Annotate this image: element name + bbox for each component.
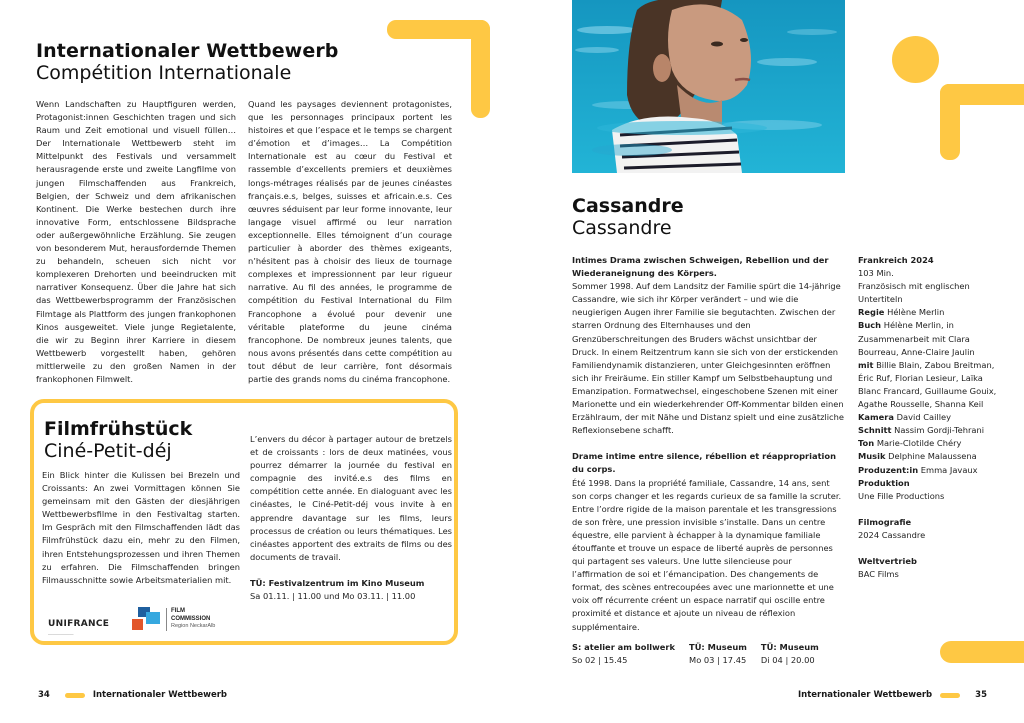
spacer bbox=[858, 503, 998, 516]
screening-item bbox=[761, 641, 819, 667]
credit-music bbox=[858, 450, 998, 463]
synopsis-de-body: Sommer 1998. Auf dem Landsitz der Familie spürt die 14-jährige Cassandre, wie sich ihr Körper verändert – und wie die neugierigen Augen ihrer Familie sie begutachten. Zwischen der starren Ordnung des Elternhauses und den Grenzüberschreitungen des Bruders wächst unsichtbar der Druck. In einem Reitzentrum kann sie sich von der erstickenden Familiendynamik distanzieren, unter Gleichgesinnten eröffnen sich ihr Freiräume. Ein stiller Kampf um Selbstbehauptung und Emanzipation. Formatwechsel, eingeschobene Szenen mit einer Marionette und ein wiederkehrender Off-Kommentar bilden einen Erzählraum, der mit Nähe und Distanz spielt und eine zusätzliche Reflexionsebene schafft. bbox=[572, 281, 844, 436]
section-title bbox=[36, 40, 339, 84]
credit-filmography-label: Filmografie bbox=[858, 516, 912, 527]
credit-producer bbox=[858, 464, 998, 477]
film-title-de: Cassandre bbox=[572, 195, 684, 217]
credit-filmography-value: 2024 Cassandre bbox=[858, 529, 926, 540]
fc-square-orange-icon bbox=[132, 619, 143, 630]
credit-editing-label: Schnitt bbox=[858, 425, 892, 436]
breakfast-title bbox=[44, 418, 192, 462]
credit-script-label: Buch bbox=[858, 320, 882, 331]
credit-editing-value: Nassim Gordji-Tehrani bbox=[894, 425, 985, 436]
intro-text-fr: Quand les paysages deviennent protagonistes, que les personnages principaux portent les histoires et que l’espace et le temps se chargent d’émotion et d’images… La Compétition Internationale est au cœur du Festival et rassemble d’excellents premiers et deuxièmes longs-métrages réalisés par de jeunes cinéastes français.e.s, belges, suisses et africain.e.s. Ces œuvres séduisent par leur forme innovante, leur langage visuel affirmé ou leur narration exceptionnelle. Elles témoignent d’un courage particulier à aborder des thèmes exigeants, n’hésitent pas à choisir des lieux de tournage complexes et impressionnent par leur rigueur narrative. Au fil des années, le programme de compétition du Festival International du Film Francophone a évolué pour devenir une véritable plateforme du jeune cinéma francophone. De nombreux jeunes talents, que nous avons présentés dans cette compétition au tout début de leur carrière, font désormais partie des grands noms du cinéma francophone. bbox=[248, 99, 452, 384]
section-title-fr: Compétition Internationale bbox=[36, 62, 292, 84]
page-number: 34 bbox=[38, 690, 50, 700]
credit-distribution-label: Weltvertrieb bbox=[858, 555, 917, 566]
fc-square-light-blue-icon bbox=[146, 612, 160, 624]
breakfast-venue: TÜ: Festivalzentrum im Kino Museum bbox=[250, 577, 425, 588]
footer-pill-icon bbox=[940, 693, 960, 698]
screening-time: Di 04 | 20.00 bbox=[760, 655, 815, 665]
sponsor-logos bbox=[48, 605, 248, 635]
corner-bracket-top-vertical bbox=[471, 20, 490, 118]
unifrance-logo bbox=[48, 613, 109, 636]
credit-director-label: Regie bbox=[858, 307, 885, 318]
synopsis-de bbox=[572, 254, 844, 437]
screening-item bbox=[572, 641, 675, 667]
spacer bbox=[858, 542, 998, 555]
credit-cast bbox=[858, 359, 998, 411]
film-synopsis bbox=[572, 254, 844, 634]
footer-left bbox=[38, 690, 227, 700]
film-breakfast-box bbox=[30, 399, 458, 645]
credit-production-value: Une Fille Productions bbox=[858, 490, 945, 501]
unifrance-logo-text: UNIFRANCE bbox=[48, 619, 110, 629]
page-number: 35 bbox=[975, 690, 987, 700]
film-still-image bbox=[572, 0, 845, 173]
footer-pill-icon bbox=[65, 693, 85, 698]
film-commission-text bbox=[166, 608, 215, 631]
credit-producer-value: Emma Javaux bbox=[920, 464, 978, 475]
credit-runtime: 103 Min. bbox=[858, 268, 894, 279]
breakfast-title-de: Filmfrühstück bbox=[44, 418, 193, 440]
breakfast-text-fr: L’envers du décor à partager autour de bretzels et de croissants : lors de deux matinées, vous pourrez démarrer la journée du festival en compagnie des invité.e.s des films en compétition cette année. En dialoguant avec les cinéastes, le Ciné-Petit-déj vous invite à en apprendre davantage sur les films, leurs processus de création ou leurs thématiques. Les cinéastes apportent des extraits de films ou des documents de travail. bbox=[250, 434, 452, 562]
section-title-de: Internationaler Wettbewerb bbox=[36, 40, 339, 62]
film-title-fr: Cassandre bbox=[572, 217, 672, 239]
bottom-right-pill bbox=[940, 641, 1024, 663]
synopsis-fr-body: Été 1998. Dans la propriété familiale, Cassandre, 14 ans, sent son corps changer et les regards curieux de sa famille la scruter. Entre l’ordre rigide de la maison parentale et les transgressions de son frère, une pression invisible s’installe. Dans un centre équestre, elle parvient à échapper à la dynamique familiale étouffante et trouve un espace de liberté auprès de personnes qui partagent ses valeurs. Une lutte silencieuse pour l’affirmation de soi et l’émancipation. Des changements de format, des scènes entrecoupées avec une marionnette et une voix off récurrente créent un espace narratif qui oscille entre proximité et distance et ajoute un niveau de réflexion supplémentaire. bbox=[572, 477, 842, 632]
credit-sound-value: Marie-Clotilde Chéry bbox=[876, 438, 962, 449]
yellow-dot-icon bbox=[892, 36, 939, 83]
synopsis-de-lead: Intimes Drama zwischen Schweigen, Rebellion und der Wiederaneignung des Körpers. bbox=[572, 255, 829, 279]
synopsis-fr-lead: Drame intime entre silence, rébellion et réappropriation du corps. bbox=[572, 451, 836, 475]
footer-right bbox=[798, 690, 987, 700]
credit-director bbox=[858, 306, 998, 319]
film-credits bbox=[858, 254, 998, 581]
intro-text-de: Wenn Landschaften zu Hauptfiguren werden, Protagonist:innen Geschichten tragen und sich Raum und Zeit emotional und visuell füllen… Der Internationale Wettbewerb steht im Mittelpunkt des Festivals und versammelt herausragende erste und zweite Langfilme von jungen Filmschaffenden aus Frankreich, Belgien, der Schweiz und dem afrikanischen Kontinent. Die Werke bestechen durch ihre innovative Form, entschlossene Bildsprache oder außergewöhnliche Erzählung. Sie zeugen von besonderem Mut, herausfordernde Themen zu behandeln, scheuen sich nicht vor komplexeren Drehorten und beeindrucken mit narrativer Konsequenz. Über die Jahre hat sich das Wettbewerbsprogramm der Französischen Filmtage als Plattform des jungen frankophonen Kinos ausgeweitet. Viele junge Regietalente, die wir zu Beginn ihrer Karriere in diesem Wettbewerb vorgestellt haben, gehören mittlerweile zu den großen Namen in der frankophonen Filmwelt. bbox=[36, 99, 236, 384]
unifrance-tagline-line: ──────────── bbox=[48, 632, 74, 636]
screening-item bbox=[689, 641, 747, 667]
breakfast-dates: Sa 01.11. | 11.00 und Mo 03.11. | 11.00 bbox=[250, 591, 416, 602]
breakfast-schedule bbox=[250, 577, 452, 603]
footer-section: Internationaler Wettbewerb bbox=[797, 690, 933, 700]
credit-language: Französisch mit englischen Untertiteln bbox=[858, 281, 970, 305]
fc-line-1: FILM bbox=[171, 608, 185, 614]
breakfast-title-fr: Ciné-Petit-déj bbox=[44, 440, 172, 462]
credit-cast-label: mit bbox=[858, 359, 874, 370]
credit-director-value: Hélène Merlin bbox=[887, 307, 945, 318]
credit-production-label: Produktion bbox=[858, 477, 910, 488]
screening-venue: S: atelier am bollwerk bbox=[572, 642, 676, 652]
film-title bbox=[572, 195, 684, 239]
credit-sound-label: Ton bbox=[858, 438, 875, 449]
credit-script bbox=[858, 319, 998, 358]
synopsis-fr bbox=[572, 450, 844, 633]
credit-sound bbox=[858, 437, 998, 450]
credit-distribution-value: BAC Films bbox=[858, 569, 899, 580]
credit-camera bbox=[858, 411, 998, 424]
fc-line-3: Region NeckarAlb bbox=[171, 623, 216, 629]
credit-script-value: Hélène Merlin, in Zusammenarbeit mit Clara Bourreau, Anne-Claire Jaulin bbox=[858, 320, 975, 357]
credit-producer-label: Produzent:in bbox=[858, 464, 919, 475]
credit-camera-label: Kamera bbox=[858, 412, 894, 423]
credit-music-label: Musik bbox=[858, 451, 886, 462]
fc-line-2: COMMISSION bbox=[171, 615, 211, 622]
breakfast-text-de: Ein Blick hinter die Kulissen bei Brezeln und Croissants: An zwei Vormittagen können Sie gemeinsam mit den Gästen der diesjährigen Wettbewerbsfilme in den Festivaltag starten. Im Gespräch mit den Filmschaffenden lädt das Filmfrühstück dazu ein, mehr zu den Filmen, ihren Entstehungsprozessen und ihren Themen zu erfahren. Die Filmschaffenden bringen Filmausschnitte sowie Arbeitsmaterialien mit. bbox=[42, 470, 240, 585]
screening-list bbox=[572, 641, 833, 667]
credit-camera-value: David Cailley bbox=[896, 412, 952, 423]
film-commission-logo bbox=[132, 607, 252, 633]
screening-time: Mo 03 | 17.45 bbox=[689, 655, 747, 665]
film-still-illustration bbox=[572, 0, 845, 173]
footer-section: Internationaler Wettbewerb bbox=[92, 690, 228, 700]
credit-country-year: Frankreich 2024 bbox=[858, 255, 934, 265]
screening-time: So 02 | 15.45 bbox=[572, 655, 628, 665]
credit-editing bbox=[858, 424, 998, 437]
credit-music-value: Delphine Malaussena bbox=[888, 451, 977, 462]
credit-cast-value: Billie Blain, Zabou Breitman, Éric Ruf, Florian Lesieur, Laïka Blanc Francard, Guillaume Gouix, Agathe Rousselle, Shanna Keil bbox=[858, 359, 997, 410]
screening-venue: TÜ: Museum bbox=[689, 642, 747, 652]
corner-bracket-right-vertical bbox=[940, 84, 960, 160]
screening-venue: TÜ: Museum bbox=[760, 642, 819, 652]
breakfast-fr-column bbox=[250, 433, 452, 603]
right-page bbox=[512, 0, 1024, 723]
